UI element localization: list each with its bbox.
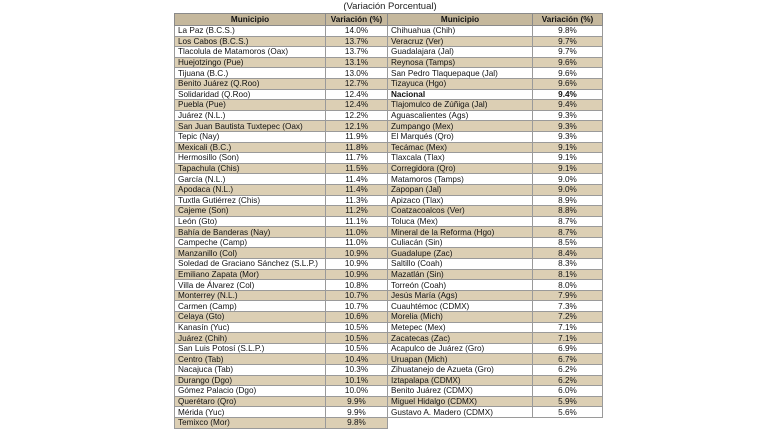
municipio-name: Bahía de Banderas (Nay)	[175, 227, 326, 238]
municipio-name: Metepec (Mex)	[388, 322, 533, 333]
left-header-row	[175, 14, 388, 26]
municipio-name: Nacajuca (Tab)	[175, 365, 326, 376]
municipio-name: Chihuahua (Chih)	[388, 26, 533, 37]
right-table-row	[388, 78, 603, 89]
right-table-row	[388, 184, 603, 195]
municipio-name: Centro (Tab)	[175, 354, 326, 365]
municipio-name: Tecámac (Mex)	[388, 142, 533, 153]
right-table-row	[388, 89, 603, 100]
variacion-value: 11.3%	[326, 195, 388, 206]
variacion-value: 12.4%	[326, 89, 388, 100]
right-table-row	[388, 216, 603, 227]
right-table-row	[388, 227, 603, 238]
municipio-name: Mexicali (B.C.)	[175, 142, 326, 153]
right-table-body	[388, 26, 603, 418]
municipio-name: Zacatecas (Zac)	[388, 333, 533, 344]
variacion-value: 10.5%	[326, 322, 388, 333]
municipio-name: Tlaxcala (Tlax)	[388, 153, 533, 164]
municipio-name: Campeche (Camp)	[175, 237, 326, 248]
variacion-value: 11.0%	[326, 227, 388, 238]
municipio-name: Tuxtla Gutiérrez (Chis)	[175, 195, 326, 206]
municipio-name: Benito Juárez (Q.Roo)	[175, 78, 326, 89]
municipio-name: Mérida (Yuc)	[175, 407, 326, 418]
municipio-name: Querétaro (Qro)	[175, 396, 326, 407]
municipio-name: García (N.L.)	[175, 174, 326, 185]
municipio-name: Celaya (Gto)	[175, 312, 326, 323]
variacion-value: 9.4%	[533, 89, 603, 100]
right-table-row	[388, 195, 603, 206]
left-table-row	[175, 259, 388, 270]
variacion-value: 13.7%	[326, 36, 388, 47]
variacion-value: 9.0%	[533, 184, 603, 195]
municipio-name: Villa de Álvarez (Col)	[175, 280, 326, 291]
variacion-value: 13.1%	[326, 57, 388, 68]
variacion-value: 8.0%	[533, 280, 603, 291]
municipio-name: Corregidora (Qro)	[388, 163, 533, 174]
left-table-row	[175, 301, 388, 312]
variacion-value: 8.3%	[533, 259, 603, 270]
left-table-row	[175, 227, 388, 238]
variacion-value: 8.9%	[533, 195, 603, 206]
right-table-row	[388, 365, 603, 376]
left-table-row	[175, 26, 388, 37]
municipio-name: Carmen (Camp)	[175, 301, 326, 312]
right-table-row	[388, 333, 603, 344]
municipio-name: Zihuatanejo de Azueta (Gro)	[388, 365, 533, 376]
right-header-variacion: Variación (%)	[533, 14, 603, 26]
municipio-name: Juárez (Chih)	[175, 333, 326, 344]
municipio-name: Monterrey (N.L.)	[175, 290, 326, 301]
variacion-value: 5.6%	[533, 407, 603, 418]
right-table-row	[388, 269, 603, 280]
municipio-name: Tizayuca (Hgo)	[388, 78, 533, 89]
right-table-row	[388, 153, 603, 164]
variacion-value: 9.8%	[533, 26, 603, 37]
right-table-row	[388, 26, 603, 37]
right-table-row	[388, 312, 603, 323]
variacion-value: 9.3%	[533, 110, 603, 121]
variacion-value: 9.9%	[326, 407, 388, 418]
municipio-name: Iztapalapa (CDMX)	[388, 375, 533, 386]
left-table-row	[175, 153, 388, 164]
municipio-name: Apizaco (Tlax)	[388, 195, 533, 206]
municipio-name: Tlacolula de Matamoros (Oax)	[175, 47, 326, 58]
variacion-value: 13.0%	[326, 68, 388, 79]
municipio-name: San Pedro Tlaquepaque (Jal)	[388, 68, 533, 79]
variacion-value: 10.6%	[326, 312, 388, 323]
municipio-name: Coatzacoalcos (Ver)	[388, 206, 533, 217]
left-table-row	[175, 280, 388, 291]
variacion-value: 12.1%	[326, 121, 388, 132]
municipio-name: Tapachula (Chis)	[175, 163, 326, 174]
municipio-name: Tijuana (B.C.)	[175, 68, 326, 79]
municipio-name: Durango (Dgo)	[175, 375, 326, 386]
variacion-value: 10.7%	[326, 290, 388, 301]
municipio-name: Uruapan (Mich)	[388, 354, 533, 365]
right-table-row	[388, 354, 603, 365]
right-table-row	[388, 386, 603, 397]
variacion-value: 13.7%	[326, 47, 388, 58]
right-table-row	[388, 131, 603, 142]
municipio-name: Morelia (Mich)	[388, 312, 533, 323]
municipio-name: Apodaca (N.L.)	[175, 184, 326, 195]
municipio-name: Manzanillo (Col)	[175, 248, 326, 259]
right-table-row	[388, 163, 603, 174]
variacion-value: 9.4%	[533, 100, 603, 111]
left-table-row	[175, 216, 388, 227]
municipio-name: El Marqués (Qro)	[388, 131, 533, 142]
municipio-name: Cajeme (Son)	[175, 206, 326, 217]
variacion-value: 10.3%	[326, 365, 388, 376]
right-table-row	[388, 57, 603, 68]
variacion-value: 9.8%	[326, 417, 388, 428]
municipio-name: Reynosa (Tamps)	[388, 57, 533, 68]
municipio-name: Cuauhtémoc (CDMX)	[388, 301, 533, 312]
variacion-value: 9.9%	[326, 396, 388, 407]
municipio-name: Miguel Hidalgo (CDMX)	[388, 396, 533, 407]
left-table-row	[175, 396, 388, 407]
left-table-row	[175, 121, 388, 132]
variacion-value: 9.0%	[533, 174, 603, 185]
variacion-value: 10.8%	[326, 280, 388, 291]
municipio-name: Matamoros (Tamps)	[388, 174, 533, 185]
variacion-value: 9.7%	[533, 36, 603, 47]
left-table-row	[175, 68, 388, 79]
left-table-row	[175, 322, 388, 333]
variacion-value: 11.9%	[326, 131, 388, 142]
right-table-row	[388, 301, 603, 312]
variacion-value: 9.7%	[533, 47, 603, 58]
right-table-row	[388, 237, 603, 248]
left-table-row	[175, 142, 388, 153]
municipio-name: Solidaridad (Q.Roo)	[175, 89, 326, 100]
variacion-value: 11.0%	[326, 237, 388, 248]
municipio-name: Toluca (Mex)	[388, 216, 533, 227]
variacion-value: 10.4%	[326, 354, 388, 365]
right-table-row	[388, 343, 603, 354]
variacion-value: 9.1%	[533, 153, 603, 164]
left-table-body	[175, 26, 388, 429]
left-table-row	[175, 184, 388, 195]
municipio-name: Veracruz (Ver)	[388, 36, 533, 47]
left-table-row	[175, 89, 388, 100]
variacion-value: 10.9%	[326, 259, 388, 270]
table-caption: (Variación Porcentual)	[343, 1, 437, 12]
right-table-row	[388, 290, 603, 301]
variacion-value: 8.5%	[533, 237, 603, 248]
variacion-value: 7.2%	[533, 312, 603, 323]
variacion-value: 9.1%	[533, 163, 603, 174]
left-municipios-table	[174, 13, 388, 429]
left-table-row	[175, 36, 388, 47]
municipio-name: Soledad de Graciano Sánchez (S.L.P.)	[175, 259, 326, 270]
municipio-name: Zapopan (Jal)	[388, 184, 533, 195]
variacion-value: 8.7%	[533, 227, 603, 238]
variacion-value: 10.5%	[326, 333, 388, 344]
variacion-value: 9.3%	[533, 131, 603, 142]
right-table-row	[388, 280, 603, 291]
municipio-name: Tlajomulco de Zúñiga (Jal)	[388, 100, 533, 111]
left-table-row	[175, 100, 388, 111]
municipio-name: Emiliano Zapata (Mor)	[175, 269, 326, 280]
right-municipios-table	[387, 13, 603, 418]
municipio-name: Gómez Palacio (Dgo)	[175, 386, 326, 397]
municipio-name: Torreón (Coah)	[388, 280, 533, 291]
right-table-row	[388, 396, 603, 407]
variacion-value: 12.4%	[326, 100, 388, 111]
variacion-value: 6.2%	[533, 375, 603, 386]
municipio-name: Juárez (N.L.)	[175, 110, 326, 121]
municipio-name: Puebla (Pue)	[175, 100, 326, 111]
variacion-value: 5.9%	[533, 396, 603, 407]
variacion-value: 6.7%	[533, 354, 603, 365]
left-table-row	[175, 343, 388, 354]
municipio-name: San Luis Potosí (S.L.P.)	[175, 343, 326, 354]
variacion-value: 9.3%	[533, 121, 603, 132]
right-table-row	[388, 68, 603, 79]
right-table-row	[388, 206, 603, 217]
variacion-value: 6.2%	[533, 365, 603, 376]
municipio-name: San Juan Bautista Tuxtepec (Oax)	[175, 121, 326, 132]
variacion-value: 7.1%	[533, 322, 603, 333]
left-table-row	[175, 195, 388, 206]
left-table-row	[175, 163, 388, 174]
right-table-row	[388, 36, 603, 47]
variacion-value: 14.0%	[326, 26, 388, 37]
right-header-municipio: Municipio	[388, 14, 533, 26]
right-table-row	[388, 248, 603, 259]
variacion-value: 9.1%	[533, 142, 603, 153]
municipio-name: Temixco (Mor)	[175, 417, 326, 428]
municipio-name: Acapulco de Juárez (Gro)	[388, 343, 533, 354]
variacion-value: 10.1%	[326, 375, 388, 386]
left-table-row	[175, 174, 388, 185]
municipio-name: Guadalajara (Jal)	[388, 47, 533, 58]
left-header-variacion: Variación (%)	[326, 14, 388, 26]
left-table-row	[175, 131, 388, 142]
right-table-row	[388, 142, 603, 153]
municipio-name: Aguascalientes (Ags)	[388, 110, 533, 121]
variacion-value: 11.2%	[326, 206, 388, 217]
variacion-value: 11.1%	[326, 216, 388, 227]
left-table-row	[175, 312, 388, 323]
variacion-value: 12.2%	[326, 110, 388, 121]
municipio-name: Huejotzingo (Pue)	[175, 57, 326, 68]
right-table-row	[388, 121, 603, 132]
variacion-value: 10.9%	[326, 269, 388, 280]
municipio-name: Gustavo A. Madero (CDMX)	[388, 407, 533, 418]
variacion-value: 6.9%	[533, 343, 603, 354]
variacion-value: 9.6%	[533, 68, 603, 79]
variacion-value: 7.1%	[533, 333, 603, 344]
variacion-value: 10.5%	[326, 343, 388, 354]
municipio-name: Benito Juárez (CDMX)	[388, 386, 533, 397]
left-table-row	[175, 269, 388, 280]
municipio-name: La Paz (B.C.S.)	[175, 26, 326, 37]
variacion-value: 12.7%	[326, 78, 388, 89]
municipio-name: Los Cabos (B.C.S.)	[175, 36, 326, 47]
municipio-name: Nacional	[388, 89, 533, 100]
variacion-value: 10.9%	[326, 248, 388, 259]
left-table-row	[175, 57, 388, 68]
right-table-row	[388, 375, 603, 386]
right-table-row	[388, 47, 603, 58]
right-table-row	[388, 322, 603, 333]
left-table-row	[175, 47, 388, 58]
variacion-value: 7.9%	[533, 290, 603, 301]
variacion-value: 10.7%	[326, 301, 388, 312]
left-table-row	[175, 365, 388, 376]
municipio-name: Mineral de la Reforma (Hgo)	[388, 227, 533, 238]
variacion-value: 11.4%	[326, 174, 388, 185]
municipio-name: Hermosillo (Son)	[175, 153, 326, 164]
municipio-name: Saltillo (Coah)	[388, 259, 533, 270]
municipio-name: Zumpango (Mex)	[388, 121, 533, 132]
municipio-name: León (Gto)	[175, 216, 326, 227]
variacion-value: 9.6%	[533, 78, 603, 89]
municipio-name: Kanasín (Yuc)	[175, 322, 326, 333]
variacion-value: 9.6%	[533, 57, 603, 68]
municipio-name: Mazatlán (Sin)	[388, 269, 533, 280]
left-table-row	[175, 354, 388, 365]
right-table-row	[388, 174, 603, 185]
variacion-value: 8.8%	[533, 206, 603, 217]
left-table-row	[175, 333, 388, 344]
right-table-row	[388, 259, 603, 270]
left-table-row	[175, 375, 388, 386]
variacion-value: 11.7%	[326, 153, 388, 164]
left-table-row	[175, 206, 388, 217]
variacion-value: 6.0%	[533, 386, 603, 397]
right-header-row	[388, 14, 603, 26]
variacion-value: 11.8%	[326, 142, 388, 153]
left-table-row	[175, 290, 388, 301]
left-table-row	[175, 248, 388, 259]
variacion-value: 8.7%	[533, 216, 603, 227]
variacion-value: 7.3%	[533, 301, 603, 312]
variacion-value: 10.0%	[326, 386, 388, 397]
right-table-row	[388, 100, 603, 111]
left-table-row	[175, 110, 388, 121]
left-header-municipio: Municipio	[175, 14, 326, 26]
right-table-row	[388, 407, 603, 418]
municipio-name: Jesús María (Ags)	[388, 290, 533, 301]
right-table-row	[388, 110, 603, 121]
variacion-value: 11.4%	[326, 184, 388, 195]
left-table-row	[175, 237, 388, 248]
left-table-row	[175, 78, 388, 89]
variacion-value: 11.5%	[326, 163, 388, 174]
variacion-value: 8.4%	[533, 248, 603, 259]
municipio-name: Tepic (Nay)	[175, 131, 326, 142]
municipio-name: Culiacán (Sin)	[388, 237, 533, 248]
left-table-row	[175, 386, 388, 397]
municipio-name: Guadalupe (Zac)	[388, 248, 533, 259]
variacion-value: 8.1%	[533, 269, 603, 280]
left-table-row	[175, 407, 388, 418]
